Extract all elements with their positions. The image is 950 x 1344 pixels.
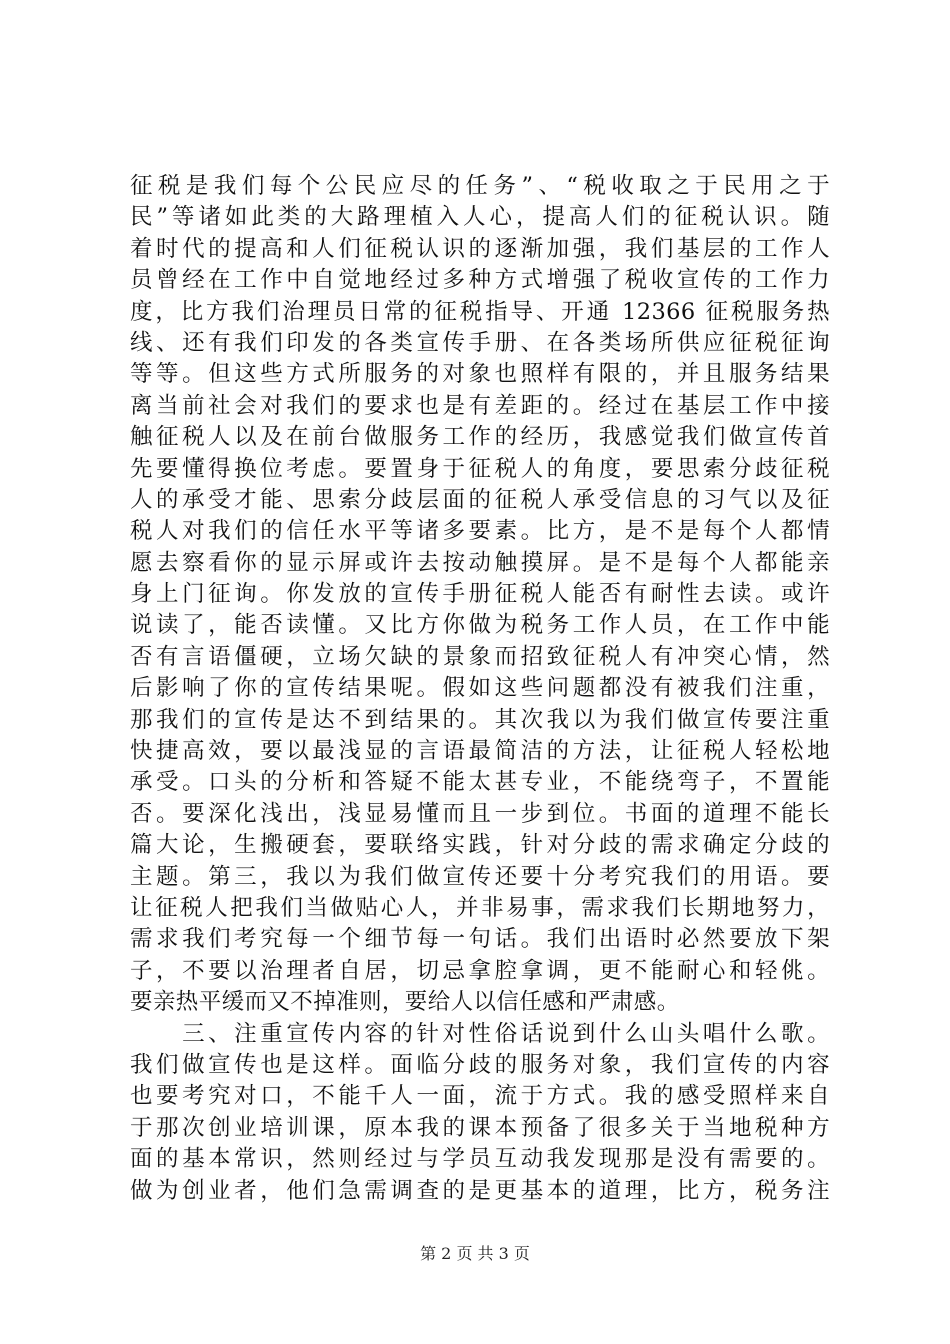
- text-line: 否有言语僵硬，立场欠缺的景象而招致征税人有冲突心情，然: [130, 643, 830, 670]
- text-line: 线、还有我们印发的各类宣传手册、在各类场所供应征税征询: [130, 329, 830, 356]
- text-line: 主题。第三，我以为我们做宣传还要十分考究我们的用语。要: [130, 863, 830, 890]
- text-line: 身上门征询。你发放的宣传手册征税人能否有耐性去读。或许: [130, 581, 830, 608]
- text-line: 要亲热平缓而又不掉准则，要给人以信任感和严肃感。: [130, 989, 680, 1016]
- text-line: 需求我们考究每一个细节每一句话。我们出语时必然要放下架: [130, 926, 830, 953]
- text-line: 让征税人把我们当做贴心人，并非易事，需求我们长期地努力，: [130, 894, 830, 921]
- page-footer: [0, 1244, 950, 1264]
- text-line: 否。要深化浅出，浅显易懂而且一步到位。书面的道理不能长: [130, 800, 830, 827]
- text-line: 征税是我们每个公民应尽的任务”、“税收取之于民用之于: [130, 173, 830, 199]
- text-line: 人的承受才能、思索分歧层面的征税人承受信息的习气以及征: [130, 486, 830, 513]
- text-line: 度，比方我们治理员日常的征税指导、开通 12366 征税服务热: [130, 298, 830, 325]
- text-line: 也要考究对口，不能千人一面，流于方式。我的感受照样来自: [130, 1083, 830, 1110]
- text-line: 先要懂得换位考虑。要置身于征税人的角度，要思索分歧征税: [130, 455, 830, 482]
- text-line: 后影响了你的宣传结果呢。假如这些问题都没有被我们注重，: [130, 675, 830, 702]
- text-line: 说读了，能否读懂。又比方你做为税务工作人员，在工作中能: [130, 612, 830, 639]
- text-line: 于那次创业培训课，原本我的课本预备了很多关于当地税种方: [130, 1114, 830, 1141]
- text-line: 触征税人以及在前台做服务工作的经历，我感觉我们做宣传首: [130, 424, 830, 451]
- text-line: 着时代的提高和人们征税认识的逐渐加强，我们基层的工作人: [130, 235, 830, 262]
- text-line: 快捷高效，要以最浅显的言语最简洁的方法，让征税人轻松地: [130, 738, 830, 765]
- text-line: 面的基本常识，然则经过与学员互动我发现那是没有需要的。: [130, 1146, 830, 1173]
- text-line: 民”等诸如此类的大路理植入人心，提高人们的征税认识。随: [130, 204, 830, 231]
- page-number: 第 2 页 共 3 页: [420, 1244, 530, 1263]
- text-line: 做为创业者，他们急需调查的是更基本的道理，比方，税务注: [130, 1177, 830, 1204]
- text-line: 愿去察看你的显示屏或许去按动触摸屏。是不是每个人都能亲: [130, 549, 830, 576]
- text-line: 员曾经在工作中自觉地经过多种方式增强了税收宣传的工作力: [130, 267, 830, 294]
- text-line: 承受。口头的分析和答疑不能太甚专业，不能绕弯子，不置能: [130, 769, 830, 796]
- text-line: 子，不要以治理者自居，切忌拿腔拿调，更不能耐心和轻佻。: [130, 957, 830, 984]
- document-body: [130, 171, 830, 1207]
- text-line: 等等。但这些方式所服务的对象也照样有限的，并且服务结果: [130, 361, 830, 388]
- text-line: 那我们的宣传是达不到结果的。其次我以为我们做宣传要注重: [130, 706, 830, 733]
- text-line: 离当前社会对我们的要求也是有差距的。经过在基层工作中接: [130, 392, 830, 419]
- text-line: 税人对我们的信任水平等诸多要素。比方，是不是每个人都情: [130, 518, 830, 545]
- text-line: 篇大论，生搬硬套，要联络实践，针对分歧的需求确定分歧的: [130, 832, 830, 859]
- text-line: 我们做宣传也是这样。面临分歧的服务对象，我们宣传的内容: [130, 1051, 830, 1078]
- text-line: 三、注重宣传内容的针对性俗话说到什么山头唱什么歌。: [130, 1020, 830, 1047]
